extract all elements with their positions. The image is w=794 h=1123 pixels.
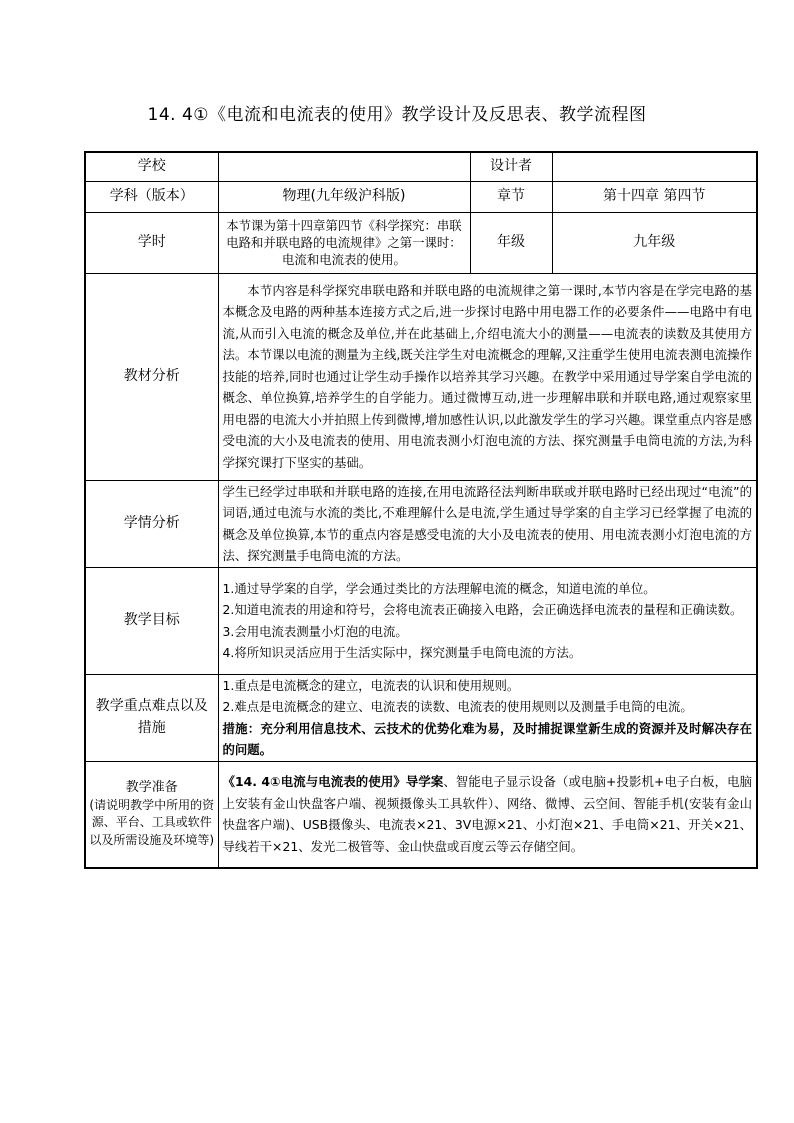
keypoint-item: 1.重点是电流概念的建立，电流表的认识和使用规则。 [222, 677, 520, 693]
period-cell [218, 212, 470, 273]
row-period [85, 212, 757, 273]
row-students [85, 480, 757, 567]
goal-item: 2.知道电流表的用途和符号，会将电流表正确接入电路，会正确选择电流表的量程和正确读数。 [222, 602, 743, 617]
subject-value: 物理(九年级沪科版) [218, 181, 470, 212]
period-label: 学时 [85, 212, 218, 273]
measures-text: 措施：充分利用信息技术、云技术的优势化难为易，及时捕捉课堂新生成的资源并及时解决存在的问题。 [222, 720, 752, 757]
row-goals [85, 567, 757, 674]
grade-value: 九年级 [552, 212, 757, 273]
designer-label: 设计者 [470, 152, 552, 181]
students-label: 学情分析 [85, 480, 218, 567]
goal-item: 3.会用电流表测量小灯泡的电流。 [222, 623, 408, 639]
prep-cell [218, 761, 757, 868]
school-value [218, 152, 470, 181]
goal-item: 1.通过导学案的自学，学会通过类比的方法理解电流的概念，知道电流的单位。 [222, 580, 656, 596]
page-title: 14. 4①《电流和电流表的使用》教学设计及反思表、教学流程图 [147, 105, 647, 125]
row-school [85, 152, 757, 181]
row-material [85, 273, 757, 480]
keypoint-item: 2.难点是电流概念的建立、电流表的读数、电流表的使用规则以及测量手电筒的电流。 [222, 699, 693, 714]
row-subject [85, 181, 757, 212]
prep-note: (请说明教学中所用的资源、平台、工具或软件以及所需设施及环境等) [89, 797, 215, 847]
period-value: 本节课为第十四章第四节《科学探究：串联电路和并联电路的电流规律》之第一课时：电流和电流表的使用。 [226, 218, 462, 267]
material-text: 本节内容是科学探究串联电路和并联电路的电流规律之第一课时,本节内容是在学完电路的基本概念及电路的两种基本连接方式之后,进一步探讨电路中用电器工作的必要条件——电路中有电流,从而引入电流的概念及单位,并在此基础上,介绍电流大小的测量——电流表的读数及其使用方法。本节课以电流的测量为主线,既关注学生对电流概念的理解,又注重学生使用电流表测电流操作技能的培养,同时也通过让学生动手操作以培养其学习兴趣。在教学中采用通过导学案自学电流的概念、单位换算,培养学生的自学能力。通过微博互动,进一步理解串联和并联电路,通过观察家里用电器的电流大小并拍照上传到微博,增加感性认识,以此激发学生的学习兴趣。课堂重点内容是感受电流的大小及电流表的使用、用电流表测小灯泡电流的方法、探究测量手电筒电流的方法,为科学探究课打下坚实的基础。 [218, 273, 757, 480]
prep-bold-text: 《14. 4①电流与电流表的使用》导学案 [222, 774, 444, 790]
goals-cell [218, 567, 757, 674]
row-prep [85, 761, 757, 868]
row-keypoints [85, 674, 757, 761]
keypoints-cell [218, 674, 757, 761]
prep-label: 教学准备 [125, 780, 178, 796]
subject-label: 学科（版本） [85, 181, 218, 212]
goals-label: 教学目标 [85, 567, 218, 674]
grade-label: 年级 [470, 212, 552, 273]
material-label: 教材分析 [85, 273, 218, 480]
school-label: 学校 [85, 152, 218, 181]
designer-value [552, 152, 757, 181]
students-text: 学生已经学过串联和并联电路的连接,在用电流路径法判断串联或并联电路时已经出现过“电流”的词语,通过电流与水流的类比,不难理解什么是电流,学生通过导学案的自主学习已经掌握了电流的概念及单位换算,本节的重点内容是感受电流的大小及电流表的使用、用电流表测小灯泡电流的方法、探究测量手电筒电流的方法。 [218, 480, 757, 567]
prep-label-cell [85, 761, 218, 868]
keypoints-label: 教学重点难点以及措施 [85, 674, 218, 761]
chapter-label: 章节 [470, 181, 552, 212]
prep-text: 、智能电子显示设备（或电脑+投影机+电子白板，电脑上安装有金山快盘客户端、视频摄像头工具软件）、网络、微博、云空间、智能手机(安装有金山快盘客户端)、USB摄像头、电流表×21、3V电源×21、小灯泡×21、手电筒×21、开关×21、导线若干×21、发光二极管等、金山快盘或百度云等云存储空间。 [222, 774, 752, 854]
chapter-value: 第十四章 第四节 [552, 181, 757, 212]
lesson-design-table [84, 151, 758, 869]
goal-item: 4.将所知识灵活应用于生活实际中，探究测量手电筒电流的方法。 [222, 645, 582, 660]
